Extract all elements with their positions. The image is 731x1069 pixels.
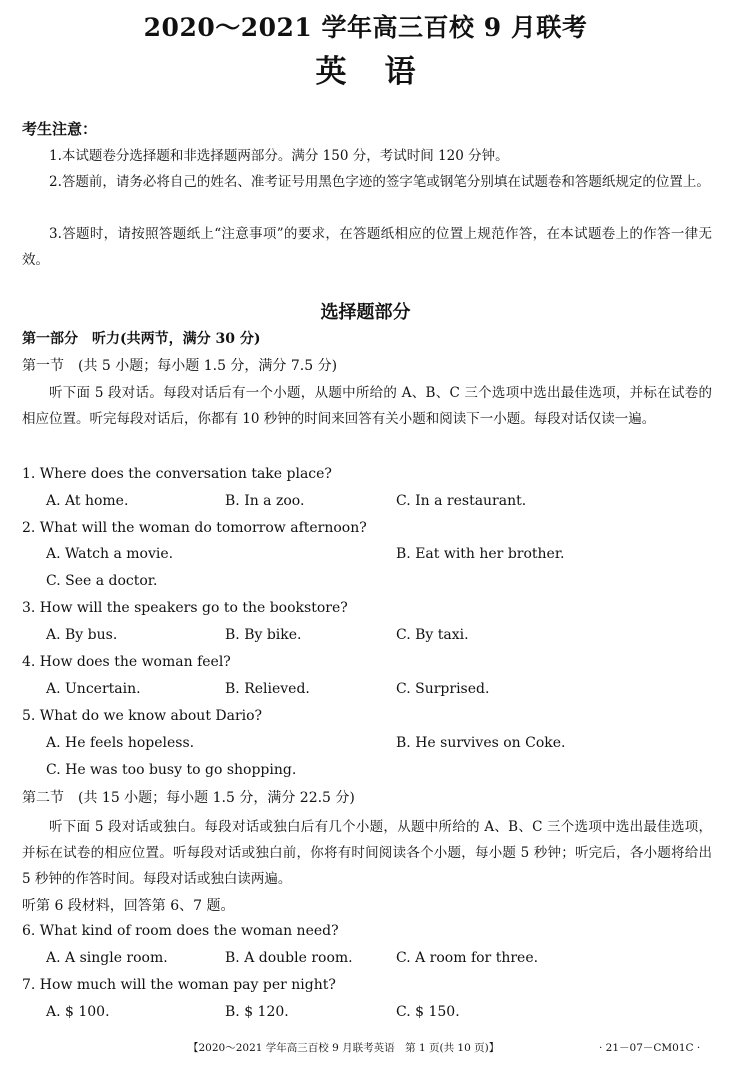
question-3-stem: 3. How will the speakers go to the bookstore?: [22, 600, 348, 616]
question-1-stem: 1. Where does the conversation take place?: [22, 466, 332, 482]
question-2-option-a: A. Watch a movie.: [46, 546, 174, 562]
exam-subject: 英语: [315, 54, 454, 90]
notice-heading: 考生注意：: [22, 120, 98, 138]
question-5-option-a: A. He feels hopeless.: [46, 735, 195, 751]
question-2-stem: 2. What will the woman do tomorrow afternoon?: [22, 520, 367, 536]
sec2-instruction: 听下面 5 段对话或独白。每段对话或独白后有几个小题，从题中所给的 A、B、C 三个选项中选出最佳选项，并标在试卷的相应位置。听每段对话或独白前，你将有时间阅读各个小题，每小题 5 秒钟；听完后，各小题将给出 5 秒钟的作答时间。每段对话或独白读两遍。: [22, 819, 712, 887]
section-title: 选择题部分: [320, 302, 411, 323]
question-2-option-b: B. Eat with her brother.: [396, 546, 565, 562]
question-4-option-a: A. Uncertain.: [46, 681, 141, 697]
question-7-option-b: B. $ 120.: [225, 1004, 289, 1020]
question-3-option-a: A. By bus.: [46, 627, 118, 643]
question-6-option-a: A. A single room.: [46, 950, 168, 966]
sec2-title: 第二节 (共 15 小题；每小题 1.5 分，满分 22.5 分): [22, 790, 355, 806]
sec2-material: 听第 6 段材料，回答第 6、7 题。: [22, 898, 235, 914]
question-7-option-c: C. $ 150.: [396, 1004, 460, 1020]
question-2-option-c: C. See a doctor.: [46, 573, 158, 589]
question-7-stem: 7. How much will the woman pay per night?: [22, 977, 336, 993]
question-1-option-a: A. At home.: [46, 493, 129, 509]
question-6-option-b: B. A double room.: [225, 950, 353, 966]
notice-item-3: 3.答题时，请按照答题纸上“注意事项”的要求，在答题纸相应的位置上规范作答，在本试题卷上的作答一律无效。: [22, 226, 712, 268]
question-5-stem: 5. What do we know about Dario?: [22, 708, 263, 724]
question-6-option-c: C. A room for three.: [396, 950, 539, 966]
question-3-option-b: B. By bike.: [225, 627, 302, 643]
exam-title: 2020～2021 学年高三百校 9 月联考: [143, 13, 588, 42]
question-7-option-a: A. $ 100.: [46, 1004, 110, 1020]
sec1-instruction: 听下面 5 段对话。每段对话后有一个小题，从题中所给的 A、B、C 三个选项中选出最佳选项，并标在试卷的相应位置。听完每段对话后，你都有 10 秒钟的时间来回答有关小题和阅读下一小题。每段对话仅读一遍。: [22, 385, 712, 427]
sec1-title: 第一节 (共 5 小题；每小题 1.5 分，满分 7.5 分): [22, 358, 338, 374]
question-3-option-c: C. By taxi.: [396, 627, 469, 643]
question-5-option-b: B. He survives on Coke.: [396, 735, 566, 751]
question-5-option-c: C. He was too busy to go shopping.: [46, 762, 297, 778]
question-4-stem: 4. How does the woman feel?: [22, 654, 231, 670]
question-1-option-b: B. In a zoo.: [225, 493, 305, 509]
question-4-option-c: C. Surprised.: [396, 681, 490, 697]
part1-title: 第一部分 听力(共两节，满分 30 分): [22, 331, 261, 347]
notice-item-1: 1.本试题卷分选择题和非选择题两部分。满分 150 分，考试时间 120 分钟。: [49, 148, 509, 164]
footer-code: · 21－07－CM01C ·: [599, 1042, 701, 1054]
question-6-stem: 6. What kind of room does the woman need?: [22, 923, 339, 939]
footer-text: 【2020～2021 学年高三百校 9 月联考英语 第 1 页(共 10 页)】: [188, 1042, 500, 1054]
question-4-option-b: B. Relieved.: [225, 681, 310, 697]
notice-item-2: 2.答题前，请务必将自己的姓名、准考证号用黑色字迹的签字笔或钢笔分别填在试题卷和答题纸规定的位置上。: [49, 174, 710, 190]
question-1-option-c: C. In a restaurant.: [396, 493, 527, 509]
